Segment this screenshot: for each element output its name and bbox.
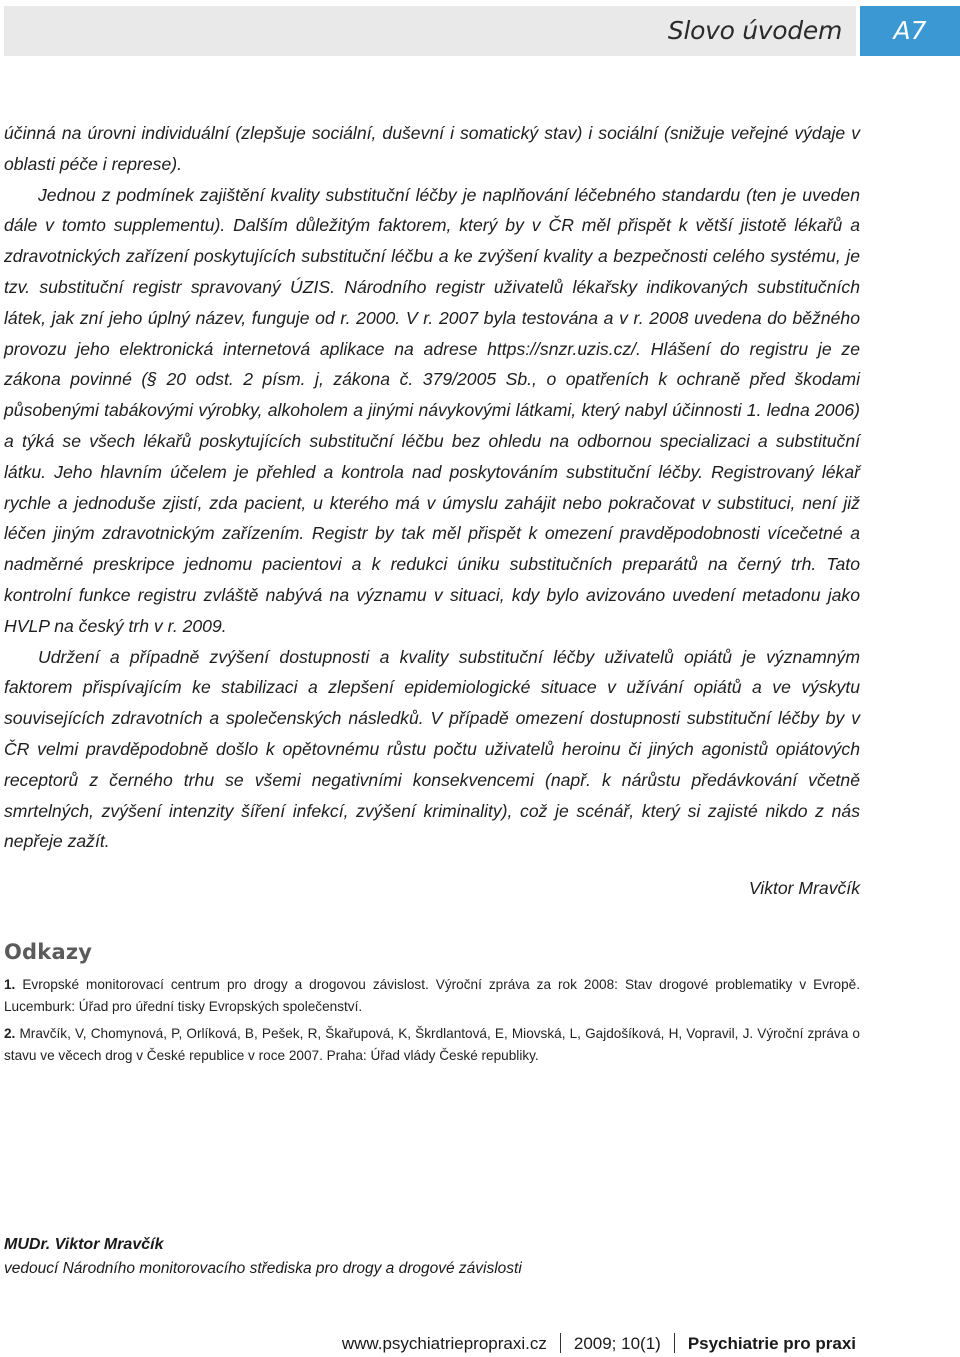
page-code-box — [860, 6, 960, 56]
author-role: vedoucí Národního monitorovacího střediska pro drogy a drogové závislosti — [4, 1260, 522, 1277]
section-title-box — [4, 6, 856, 56]
footer-issue: 2009; 10(1) — [573, 1334, 661, 1353]
reference-number: 1. — [4, 977, 16, 992]
footer-journal: Psychiatrie pro praxi — [687, 1334, 856, 1353]
references-list — [4, 974, 860, 1072]
reference-text: Mravčík, V, Chomynová, P, Orlíková, B, Pešek, R, Škařupová, K, Škrdlantová, E, Miovská, L, Gajdošíková, H, Vopravil, J. Výroční zpráva o stavu ve věcech drog v České republice v roce 2007. Praha: Úřad vlády České republiky. — [4, 1026, 860, 1063]
author-name: MUDr. Viktor Mravčík — [4, 1236, 164, 1253]
page-header — [0, 0, 960, 60]
signature: Viktor Mravčík — [748, 878, 860, 899]
article-body — [4, 118, 860, 904]
reference-text: Evropské monitorovací centrum pro drogy a drogovou závislost. Výroční zpráva za rok 2008: Stav drogové problematiky v Evropě. Lucemburk: Úřad pro úřední tisky Evropských společenství. — [4, 977, 860, 1014]
page-code: A7 — [893, 16, 927, 45]
footer-divider — [560, 1333, 561, 1353]
references-title: Odkazy — [4, 940, 93, 964]
reference-item — [4, 1023, 860, 1067]
footer-website[interactable]: www.psychiatriepropraxi.cz — [341, 1334, 547, 1353]
paragraph: Udržení a případně zvýšení dostupnosti a kvality substituční léčby uživatelů opiátů je významným faktorem přispívajícím ke stabilizaci a zlepšení epidemiologické situace v užívání opiátů a ve výskytu souvisejících zdravotních a společenských následků. V případě omezení dostupnosti substituční léčby by v ČR velmi pravděpodobně došlo k opětovnému růstu počtu uživatelů heroinu či jiných agonistů opiátových receptorů z černého trhu se všemi negativními konsekvencemi (např. k nárůstu předávkování včetně smrtelných, zvýšení intenzity šíření infekcí, zvýšení kriminality), což je scénář, který si zajisté nikdo z nás nepřeje zažít. — [4, 646, 860, 852]
paragraph: účinná na úrovni individuální (zlepšuje sociální, duševní i somatický stav) i sociální (snižuje veřejné výdaje v oblasti péče i represe). — [4, 123, 860, 174]
footer-divider — [674, 1333, 675, 1353]
section-title: Slovo úvodem — [667, 16, 842, 45]
reference-number: 2. — [4, 1026, 16, 1041]
reference-item — [4, 974, 860, 1018]
page-footer — [342, 1333, 856, 1354]
paragraph: Jednou z podmínek zajištění kvality substituční léčby je naplňování léčebného standardu (ten je uveden dále v tomto supplementu). Dalším důležitým faktorem, který by v ČR měl přispět k větší jistotě lékařů a zdravotnických zařízení poskytujících substituční léčbu a ke zvýšení kvality a bezpečnosti celého systému, je tzv. substituční registr spravovaný ÚZIS. Národního registr uživatelů lékařsky indikovaných substitučních látek, jak zní jeho úplný název, funguje od r. 2000. V r. 2007 byla testována a v r. 2008 uvedena do běžného provozu jeho elektronická internetová aplikace na adrese https://snzr.uzis.cz/. Hlášení do registru je ze zákona povinné (§ 20 odst. 2 písm. j, zákona č. 379/2005 Sb., o opatřeních k ochraně před škodami působenými tabákovými výrobky, alkoholem a jinými návykovými látkami, který nabyl účinnosti 1. ledna 2006) a týká se všech lékařů poskytujících substituční léčbu bez ohledu na odbornou specializaci a substituční látku. Jeho hlavním účelem je přehled a kontrola nad poskytováním substituční léčby. Registrovaný lékař rychle a jednoduše zjistí, zda pacient, u kterého má v úmyslu zahájit nebo pokračovat v substituci, není již léčen jiným zdravotnickým zařízením. Registr by tak měl přispět k omezení pravděpodobnosti vícečetné a nadměrné preskripce jednomu pacientovi a k redukci úniku substitučních preparátů na černý trh. Tato kontrolní funkce registru zvláště nabývá na významu v situaci, kdy bylo avizováno uvedení metadonu jako HVLP na český trh v r. 2009. — [4, 184, 860, 636]
